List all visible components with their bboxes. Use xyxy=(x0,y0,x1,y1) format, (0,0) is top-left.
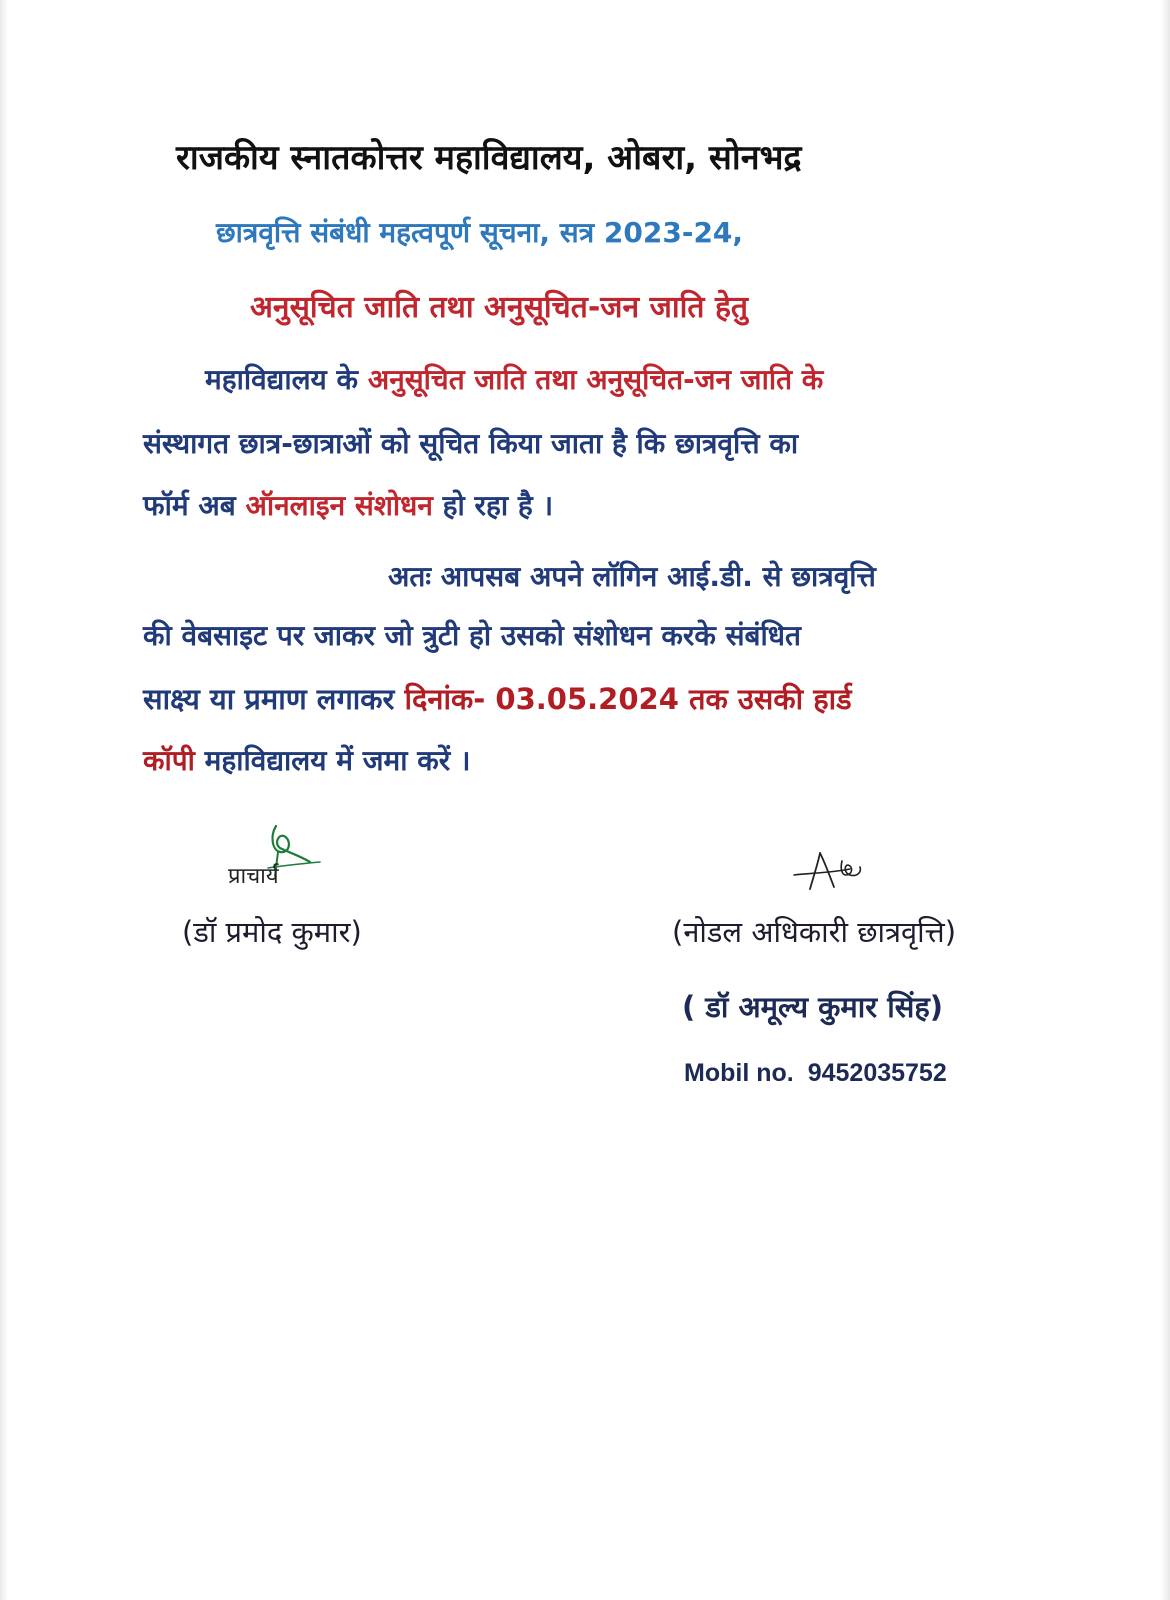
college-name: राजकीय स्नातकोत्तर महाविद्यालय, ओबरा, सोनभद्र xyxy=(176,138,802,178)
paragraph1-line3-part-c: हो रहा है । xyxy=(432,489,554,522)
paragraph1-line3 xyxy=(143,489,554,522)
paragraph2-line1: अतः आपसब अपने लॉगिन आई.डी. से छात्रवृत्ति xyxy=(388,560,876,593)
nodal-officer-signature-mark xyxy=(790,845,880,895)
principal-label: प्राचार्य xyxy=(228,864,279,889)
paragraph2-line3 xyxy=(143,682,852,716)
mobile-contact xyxy=(684,1061,947,1086)
paragraph2-line4-part-b: महाविद्यालय में जमा करें । xyxy=(194,744,471,777)
notice-subtitle-scholarship: छात्रवृत्ति संबंधी महत्वपूर्ण सूचना, सत्र 2023-24, xyxy=(216,216,744,249)
paragraph1-line1-part-b: अनुसूचित जाति तथा अनुसूचित-जन जाति के xyxy=(367,363,824,396)
paragraph2-line3-part-a: साक्ष्य या प्रमाण लगाकर xyxy=(143,682,405,716)
paragraph2-line4-part-a: कॉपी xyxy=(143,744,195,777)
paragraph2-line4 xyxy=(143,744,471,777)
mobile-label: Mobil no. xyxy=(684,1059,794,1087)
page-edge-right xyxy=(1160,0,1170,1600)
nodal-officer-label: (नोडल अधिकारी छात्रवृत्ति) xyxy=(672,915,957,949)
paragraph1-line2: संस्थागत छात्र-छात्राओं को सूचित किया जाता है कि छात्रवृत्ति का xyxy=(143,427,799,460)
principal-name: (डॉ प्रमोद कुमार) xyxy=(182,915,362,949)
nodal-officer-name: ( डॉ अमूल्य कुमार सिंह) xyxy=(682,990,943,1024)
paragraph2-line3-part-b: दिनांक- 03.05.2024 तक उसकी हार्ड xyxy=(404,682,852,716)
paragraph1-line1-part-a: महाविद्यालय के xyxy=(205,363,368,396)
paragraph1-line1 xyxy=(205,363,824,396)
paragraph1-line3-part-a: फॉर्म अब xyxy=(143,489,246,522)
mobile-number: 9452035752 xyxy=(807,1059,947,1087)
notice-subtitle-category: अनुसूचित जाति तथा अनुसूचित-जन जाति हेतु xyxy=(250,290,748,325)
paragraph2-line2: की वेबसाइट पर जाकर जो त्रुटी हो उसको संशोधन करके संबंधित xyxy=(143,619,801,652)
paragraph1-line3-part-b: ऑनलाइन संशोधन xyxy=(245,489,433,522)
page-edge-left xyxy=(0,0,8,1600)
